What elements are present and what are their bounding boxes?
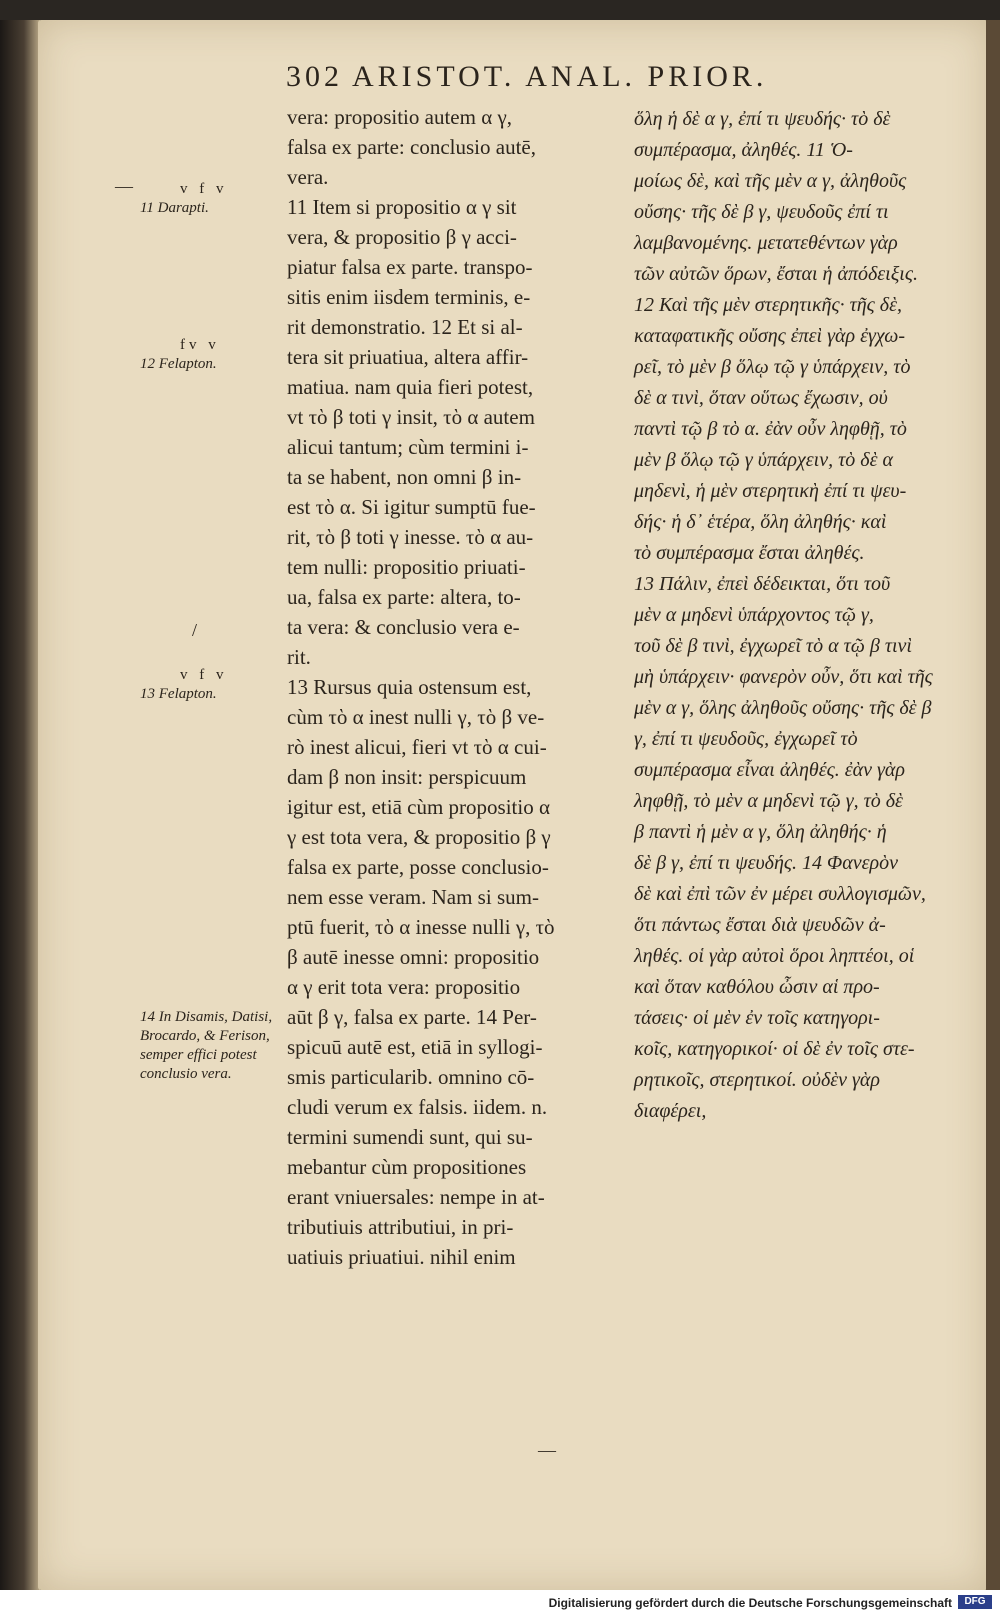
- note-label: 11 Darapti.: [140, 200, 209, 216]
- greek-column: [634, 104, 974, 1127]
- latin-column: [287, 102, 627, 1272]
- note-label: 14 In Disamis, Datisi, Brocardo, & Ferison, semper effici potest conclusio vera.: [140, 1009, 273, 1082]
- text-line: tem nulli: propositio priuati-: [287, 555, 526, 579]
- text-line: ὅτι πάντως ἔσται διὰ ψευδῶν ἀ-: [634, 914, 886, 936]
- text-line: vt τὸ β toti γ insit, τὸ α autem: [287, 405, 535, 429]
- text-line: dam β non insit: perspicuum: [287, 765, 527, 789]
- text-line: smis particularib. omnino cō-: [287, 1065, 535, 1089]
- text-line: συμπέρασμα εἶναι ἀληθές. ἐὰν γὰρ: [634, 759, 905, 781]
- text-line: τῶν αὐτῶν ὅρων, ἔσται ἡ ἀπόδειξις.: [634, 263, 918, 285]
- dash-mark: —: [115, 176, 133, 196]
- text-line: δὲ καὶ ἐπὶ τῶν ἐν μέρει συλλογισμῶν,: [634, 883, 926, 905]
- text-line: tributiuis attributiui, in pri-: [287, 1215, 514, 1239]
- text-line: falsa ex parte: conclusio autē,: [287, 135, 536, 159]
- text-line: μὴ ὑπάρχειν· φανερὸν οὖν, ὅτι καὶ τῆς: [634, 666, 933, 688]
- text-line: spicuū autē est, etiā in syllogi-: [287, 1035, 543, 1059]
- text-line: vera, & propositio β γ acci-: [287, 225, 517, 249]
- text-line: μὲν α γ, ὅλης ἀληθοῦς οὔσης· τῆς δὲ β: [634, 697, 932, 719]
- text-line: κοῖς, κατηγορικοί· οἱ δὲ ἐν τοῖς στε-: [634, 1038, 915, 1060]
- text-line: sitis enim iisdem terminis, e-: [287, 285, 531, 309]
- text-line: ὅλη ἡ δὲ α γ, ἐπί τι ψευδής· τὸ δὲ: [634, 108, 891, 130]
- text-line: est τὸ α. Si igitur sumptū fue-: [287, 495, 536, 519]
- margin-note: [140, 666, 280, 704]
- note-symbols: v f v: [180, 667, 228, 683]
- margin-note: [140, 1008, 280, 1084]
- text-line: γ est tota vera, & propositio β γ: [287, 825, 551, 849]
- text-line: uatiuis priuatiui. nihil enim: [287, 1245, 516, 1269]
- text-line: καταφατικῆς οὔσης ἐπεὶ γὰρ ἐγχω-: [634, 325, 905, 347]
- text-line: 13 Πάλιν, ἐπεὶ δέδεικται, ὅτι τοῦ: [634, 573, 891, 595]
- margin-note: [140, 336, 280, 374]
- dfg-logo: DFG: [958, 1595, 992, 1609]
- page-number: 302: [286, 60, 343, 93]
- text-line: τοῦ δὲ β τινὶ, ἐγχωρεῖ τὸ α τῷ β τινὶ: [634, 635, 912, 657]
- note-symbols: v f v: [180, 181, 228, 197]
- slash-mark: /: [192, 620, 198, 640]
- text-line: nem esse veram. Nam si sum-: [287, 885, 539, 909]
- note-symbols: fv v: [180, 337, 220, 353]
- text-line: μοίως δὲ, καὶ τῆς μὲν α γ, ἀληθοῦς: [634, 170, 907, 192]
- text-line: τάσεις· οἱ μὲν ἐν τοῖς κατηγορι-: [634, 1007, 880, 1029]
- text-line: rit.: [287, 645, 311, 669]
- text-line: ta se habent, non omni β in-: [287, 465, 522, 489]
- text-line: vera: propositio autem α γ,: [287, 105, 512, 129]
- text-line: ua, falsa ex parte: altera, to-: [287, 585, 521, 609]
- text-line: ptū fuerit, τὸ α inesse nulli γ, τὸ: [287, 915, 555, 939]
- text-line: rò inest alicui, fieri vt τὸ α cui-: [287, 735, 547, 759]
- text-line: mebantur cùm propositiones: [287, 1155, 527, 1179]
- text-line: ρητικοῖς, στερητικοί. οὐδὲν γὰρ: [634, 1069, 881, 1091]
- text-line: παντὶ τῷ β τὸ α. ἐὰν οὖν ληφθῇ, τὸ: [634, 418, 907, 440]
- text-line: ta vera: & conclusio vera e-: [287, 615, 520, 639]
- note-label: 12 Felapton.: [140, 356, 217, 372]
- text-line: cùm τὸ α inest nulli γ, τὸ β ve-: [287, 705, 545, 729]
- text-line: piatur falsa ex parte. transpo-: [287, 255, 533, 279]
- text-line: καὶ ὅταν καθόλου ὦσιν αἱ προ-: [634, 976, 880, 998]
- text-line: 11 Item si propositio α γ sit: [287, 195, 517, 219]
- footer-text: Digitalisierung gefördert durch die Deutsche Forschungsgemeinschaft: [548, 1596, 952, 1610]
- text-line: ληθές. οἱ γὰρ αὐτοὶ ὅροι ληπτέοι, οἱ: [634, 945, 915, 967]
- running-header: [286, 60, 906, 100]
- text-line: matiua. nam quia fieri potest,: [287, 375, 534, 399]
- text-line: διαφέρει,: [634, 1100, 707, 1122]
- book-binding: [0, 20, 40, 1595]
- text-line: 12 Καὶ τῆς μὲν στερητικῆς· τῆς δὲ,: [634, 294, 902, 316]
- text-line: μὲν β ὅλῳ τῷ γ ὑπάρχειν, τὸ δὲ α: [634, 449, 893, 471]
- text-line: ρεῖ, τὸ μὲν β ὅλῳ τῷ γ ὑπάρχειν, τὸ: [634, 356, 911, 378]
- text-line: alicui tantum; cùm termini i-: [287, 435, 529, 459]
- text-line: tera sit priuatiua, altera affir-: [287, 345, 529, 369]
- text-line: δὲ α τινὶ, ὅταν οὕτως ἔχωσιν, οὐ: [634, 387, 888, 409]
- text-line: ληφθῇ, τὸ μὲν α μηδενὶ τῷ γ, τὸ δὲ: [634, 790, 903, 812]
- margin-note: [140, 180, 280, 218]
- text-line: igitur est, etiā cùm propositio α: [287, 795, 550, 819]
- text-line: 13 Rursus quia ostensum est,: [287, 675, 532, 699]
- text-line: τὸ συμπέρασμα ἔσται ἀληθές.: [634, 542, 865, 564]
- footer-bar: [0, 1590, 1000, 1616]
- text-line: rit, τὸ β toti γ inesse. τὸ α au-: [287, 525, 534, 549]
- text-line: cludi verum ex falsis. iidem. n.: [287, 1095, 548, 1119]
- text-line: β autē inesse omni: propositio: [287, 945, 540, 969]
- text-line: λαμβανομένης. μετατεθέντων γὰρ: [634, 232, 898, 254]
- text-line: falsa ex parte, posse conclusio-: [287, 855, 549, 879]
- text-line: μηδενὶ, ἡ μὲν στερητικὴ ἐπί τι ψευ-: [634, 480, 907, 502]
- text-line: α γ erit tota vera: propositio: [287, 975, 521, 999]
- text-line: rit demonstratio. 12 Et si al-: [287, 315, 523, 339]
- text-line: erant vniuersales: nempe in at-: [287, 1185, 545, 1209]
- text-line: aūt β γ, falsa ex parte. 14 Per-: [287, 1005, 537, 1029]
- text-line: β παντὶ ἡ μὲν α γ, ὅλη ἀληθής· ἡ: [634, 821, 887, 843]
- text-line: vera.: [287, 165, 329, 189]
- text-line: μὲν α μηδενὶ ὑπάρχοντος τῷ γ,: [634, 604, 874, 626]
- page-title: ARISTOT. ANAL. PRIOR.: [352, 60, 768, 93]
- page-edge: [986, 20, 1000, 1590]
- text-line: δὲ β γ, ἐπί τι ψευδής. 14 Φανερὸν: [634, 852, 898, 874]
- text-line: οὔσης· τῆς δὲ β γ, ψευδοῦς ἐπί τι: [634, 201, 889, 223]
- dash-mark: —: [538, 1440, 556, 1460]
- text-line: termini sumendi sunt, qui su-: [287, 1125, 533, 1149]
- text-line: γ, ἐπί τι ψευδοῦς, ἐγχωρεῖ τὸ: [634, 728, 858, 750]
- text-line: δής· ἡ δ᾽ ἑτέρα, ὅλη ἀληθής· καὶ: [634, 511, 887, 533]
- note-label: 13 Felapton.: [140, 686, 217, 702]
- text-line: συμπέρασμα, ἀληθές. 11 Ὁ-: [634, 139, 853, 161]
